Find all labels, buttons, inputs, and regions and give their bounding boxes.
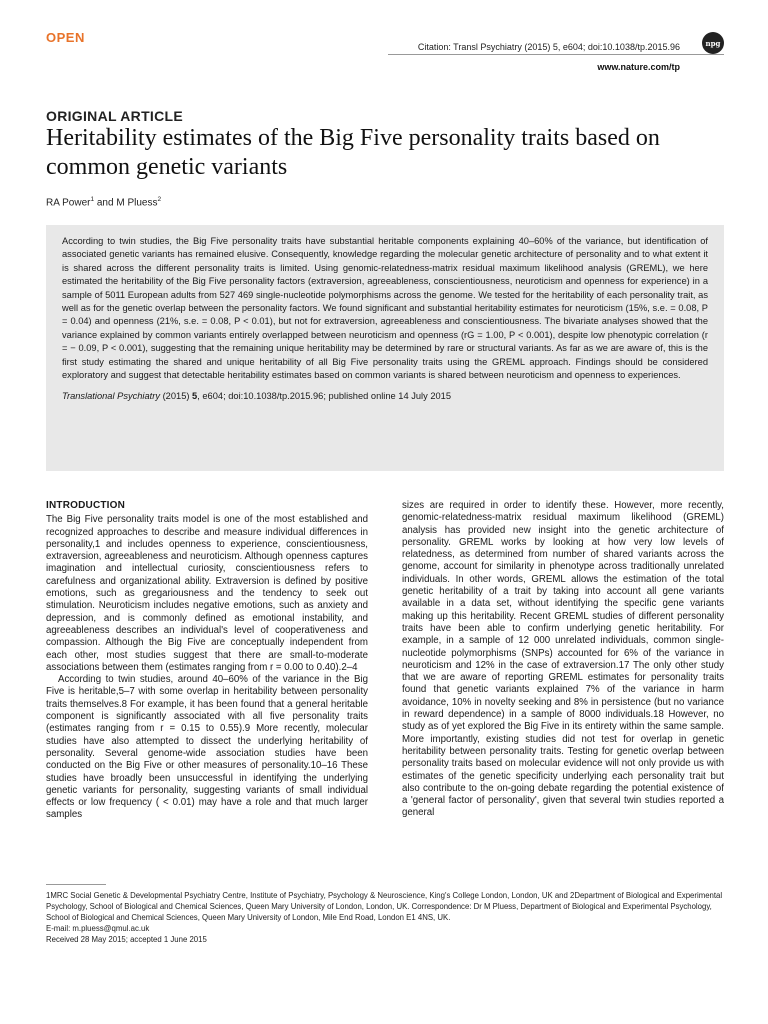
article-title: Heritability estimates of the Big Five personality traits based on common genetic variants xyxy=(46,125,660,180)
affiliation-mark: 2 xyxy=(157,196,162,203)
author-separator: and xyxy=(94,197,117,209)
author-name[interactable]: M Pluess xyxy=(116,197,158,209)
footnote-divider xyxy=(46,884,106,885)
body-column-right xyxy=(402,500,724,820)
header-divider xyxy=(388,54,724,55)
introduction-heading: INTRODUCTION xyxy=(46,500,126,511)
open-access-badge: OPEN xyxy=(46,30,85,45)
body-paragraph: The Big Five personality traits model is one of the most established and recognized approaches to describe and measure individual differences in personality,1 and includes openness to experience, conscientiousness, extraversion, agreeableness and neuroticism. Although openness captures imagination and intellectual curiosity, conscientiousness refers to carefulness and organizational ability. Extraversion is defined by positive emotions, such as gregariousness and the tendency to seek out stimulation. Neuroticism includes negative emotions, such as anxiety and depression, and is commonly defined as emotional instability, and agreeableness describes an individual's level of cooperativeness and compassion. Although the Big Five are conceptually independent from each other, most studies suggest that there are small-to-moderate associations between them (estimates ranging from r = 0.00 to 0.40).2–4 xyxy=(46,514,368,673)
abstract-text: According to twin studies, the Big Five personality traits have substantial heritable components explaining 40–60% of the variance, but identification of associated genetic variants has remained elusive. Consequently, knowledge regarding the molecular genetic architecture of personality and to what extent it is shared across the different personality traits is limited. Using genomic-relatedness-matrix residual maximum likelihood analysis (GREML), we here estimated the heritability of the Big Five personality factors (extraversion, agreeableness, conscientiousness, neuroticism and openness for experience) in a sample of 5011 European adults from 527 469 single-nucleotide polymorphisms across the genome. We tested for the heritability of each personality trait, as well as for the genetic overlap between the personality factors. We found significant and substantial heritability estimates for neuroticism (15%, s.e. = 0.08, P = 0.04) and openness (21%, s.e. = 0.08, P < 0.01), but not for extraversion, agreeableness and conscientiousness. The bivariate analyses showed that the variance explained by common variants entirely overlapped between neuroticism and openness (rG = 1.00, P < 0.001), despite low phenotypic correlation (r = − 0.09, P < 0.001), suggesting that the remaining unique heritability may be determined by rare or structural variants. As far as we are aware of, this is the first study estimating the shared and unique heritability of all Big Five personality traits using the GREML approach. Findings should be considered exploratory and suggest that detectable heritability estimates based on common variants is shared between neuroticism and openness to experiences. xyxy=(62,236,708,381)
citation-line: Citation: Transl Psychiatry (2015) 5, e604; doi:10.1038/tp.2015.96 xyxy=(417,42,680,52)
footnotes xyxy=(46,890,726,945)
cite-volume: 5 xyxy=(192,391,198,402)
cite-details: , e604; doi:10.1038/tp.2015.96; published online 14 July 2015 xyxy=(197,391,452,402)
author-list xyxy=(46,196,161,208)
journal-name: Translational Psychiatry xyxy=(62,391,160,402)
body-paragraph: According to twin studies, around 40–60% of the variance in the Big Five is heritable,5–7 with some overlap in heritability between personality traits themselves.8 For example, it has been found that a general heritable component is significantly associated with all five personality traits (estimates ranging from r = 0.15 to 0.55).9 More recently, molecular studies have also attempted to dissect the underlying heritability of personality. Several genome-wide association studies have been conducted on the Big Five or other measures of personality.10–16 These studies have broadly been unsuccessful in identifying the underlying genetic variants for personality, suggesting variants of small individual effects or low frequency ( < 0.01) may have a role and that much larger samples xyxy=(46,674,368,821)
npg-logo-icon: npg xyxy=(702,32,724,54)
affiliation-mark: 1 xyxy=(90,196,95,203)
abstract-citation xyxy=(62,391,708,401)
body-column-left xyxy=(46,500,368,822)
received-dates: Received 28 May 2015; accepted 1 June 2015 xyxy=(46,935,207,944)
affiliations-note: 1MRC Social Genetic & Developmental Psychiatry Centre, Institute of Psychiatry, Psychology & Neuroscience, King's College London, London, UK and 2Department of Biological and Experimental Psychology, School of Biological and Chemical Sciences, Queen Mary University of London, London, UK. Correspondence: Dr M Pluess, Department of Biological and Experimental Psychology, School of Biological and Chemical Sciences, Queen Mary University of London, Mile End Road, London E1 4NS, UK. xyxy=(46,891,723,922)
cite-year: (2015) xyxy=(160,391,193,402)
journal-url-link[interactable]: www.nature.com/tp xyxy=(597,62,680,72)
body-paragraph: sizes are required in order to identify these. However, more recently, genomic-relatedness-matrix residual maximum likelihood (GREML) analysis has provided new insight into the genetic architecture of personality. GREML works by looking at how very low levels of relatedness, as determined from number of shared variants across the genome, account for similarity in phenotype across traditionally unrelated individuals. In other words, GREML allows the estimation of the total genetic heritability of a trait by taking into account all gene variants available in a data set, without identifying the specific gene variants making up this heritability. Recent GREML studies of different personality traits have been able to confirm underlying genetic heritability. For example, in a sample of 12 000 unrelated individuals, common single-nucleotide polymorphisms (SNPs) accounted for 6% of the variance in neuroticism and 12% in the case of extraversion.17 The only other study that we are aware of reporting GREML estimates for personality traits found that genetic variants explained 7% of the variance in harm avoidance, 10% in novelty seeking and 8% in persistence (but no variance in reward dependence) in a sample of 8000 individuals.18 However, no study as of yet explored the Big Five in its entirety within the same sample. More importantly, existing studies did not test for overlap in genetic heritability between personality traits. Testing for genetic overlap between personality traits based on molecular evidence will not only provide us with estimates of the genetic specificity underlying each personality trait but also contribute to the on-going debate regarding the potential existence of a 'general factor of personality', given that several twin studies reported a general xyxy=(402,500,724,819)
section-label: ORIGINAL ARTICLE xyxy=(46,108,184,124)
author-name[interactable]: RA Power xyxy=(46,197,91,209)
email-link[interactable]: E-mail: m.pluess@qmul.ac.uk xyxy=(46,924,150,933)
abstract-box xyxy=(46,225,724,471)
